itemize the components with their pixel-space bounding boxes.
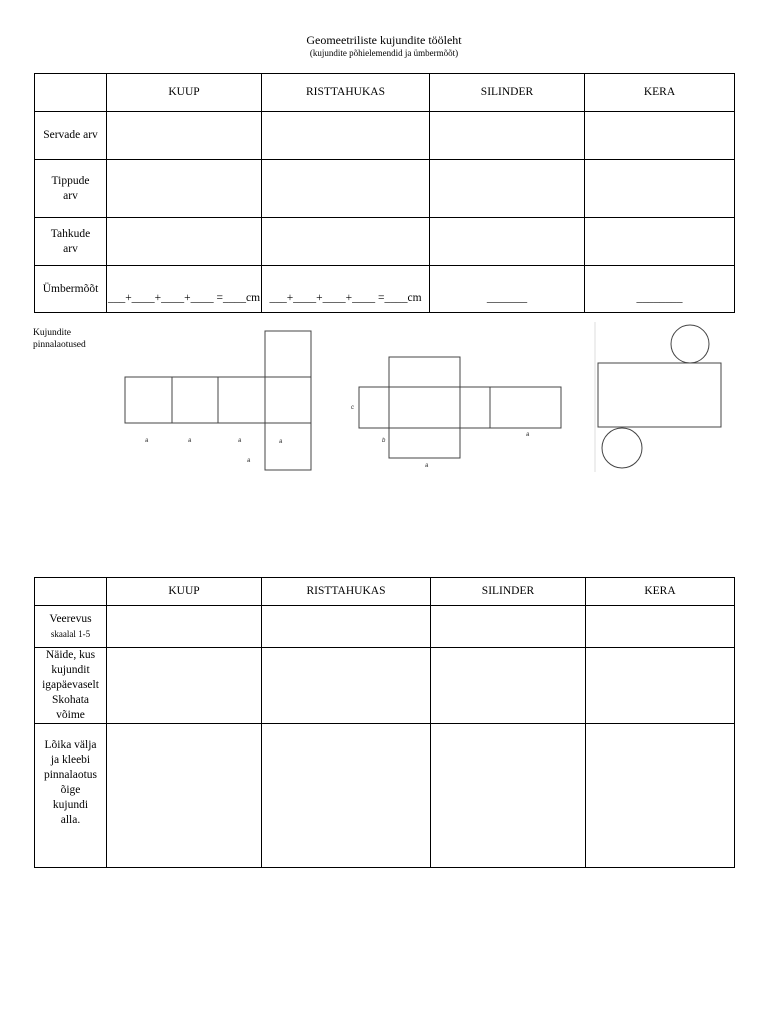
input-cell[interactable]	[431, 648, 586, 724]
row-label-line: Tippude	[51, 174, 90, 187]
perimeter-blank-kuup[interactable]: ___+____+____+____ =____cm	[107, 266, 262, 313]
col-header-kera: KERA	[586, 578, 735, 606]
col-header-silinder: SILINDER	[430, 74, 585, 112]
input-cell[interactable]	[107, 218, 262, 266]
perimeter-blank-kera[interactable]: ________	[585, 266, 735, 313]
cube-label-a: a	[145, 438, 149, 444]
col-header-silinder: SILINDER	[431, 578, 586, 606]
col-header-risttahukas: RISTTAHUKAS	[262, 578, 431, 606]
row-label-line: arv	[63, 189, 78, 202]
input-cell[interactable]	[431, 724, 586, 868]
input-cell[interactable]	[585, 112, 735, 160]
input-cell[interactable]	[262, 648, 431, 724]
cuboid-face	[490, 387, 561, 428]
row-label-line: Lõika välja	[44, 739, 97, 751]
col-header-kera: KERA	[585, 74, 735, 112]
input-cell[interactable]	[586, 648, 735, 724]
table-header-row	[35, 578, 735, 606]
row-label-cut	[35, 724, 107, 868]
cube-face	[265, 331, 311, 377]
input-cell[interactable]	[430, 160, 585, 218]
input-cell[interactable]	[585, 218, 735, 266]
corner-cell	[35, 578, 107, 606]
elements-table	[34, 73, 735, 313]
table-row	[35, 112, 735, 160]
cuboid-face	[460, 387, 490, 428]
cuboid-label-a: a	[526, 432, 530, 438]
col-header-risttahukas: RISTTAHUKAS	[262, 74, 430, 112]
input-cell[interactable]	[262, 160, 430, 218]
cube-face	[265, 377, 311, 423]
input-cell[interactable]	[431, 606, 586, 648]
input-cell[interactable]	[107, 112, 262, 160]
row-label-line: arv	[63, 242, 78, 255]
row-label-vertices	[35, 160, 107, 218]
cube-label-a: a	[279, 439, 283, 445]
row-label-perimeter: Ümbermõõt	[35, 266, 107, 313]
input-cell[interactable]	[107, 648, 262, 724]
table-row	[35, 218, 735, 266]
input-cell[interactable]	[585, 160, 735, 218]
table-row	[35, 648, 735, 724]
cube-face	[125, 377, 172, 423]
row-label-line: võime	[56, 709, 85, 721]
cube-face	[265, 423, 311, 470]
cuboid-net	[359, 357, 561, 458]
row-label-line: Tahkude	[50, 227, 91, 240]
table-row	[35, 266, 735, 313]
input-cell[interactable]	[430, 112, 585, 160]
table-header-row	[35, 74, 735, 112]
table-row	[35, 724, 735, 868]
row-label-line: igapäevaselt	[42, 679, 99, 691]
input-cell[interactable]	[262, 606, 431, 648]
input-cell[interactable]	[107, 724, 262, 868]
cube-label-a: a	[247, 458, 251, 464]
cylinder-net	[595, 322, 721, 472]
cuboid-face	[389, 387, 460, 428]
row-label-faces	[35, 218, 107, 266]
nets-label-line: pinnalaotused	[33, 340, 86, 350]
cube-label-a: a	[188, 438, 192, 444]
row-label-roll	[35, 606, 107, 648]
row-label-line: kujundi	[52, 799, 89, 811]
row-label-line: Näide, kus	[45, 649, 96, 661]
cube-face	[218, 377, 265, 423]
cuboid-face	[389, 357, 460, 387]
cuboid-label-a: a	[425, 463, 429, 469]
row-label-line: ja kleebi	[50, 754, 91, 766]
input-cell[interactable]	[107, 606, 262, 648]
shape-nets	[0, 318, 768, 478]
row-label-line: Veerevus	[49, 612, 92, 625]
cube-face	[172, 377, 218, 423]
row-label-line: kujundit	[51, 664, 90, 676]
input-cell[interactable]	[262, 112, 430, 160]
col-header-kuup: KUUP	[107, 578, 262, 606]
row-label-line: Skohata	[51, 694, 90, 706]
input-cell[interactable]	[586, 606, 735, 648]
table-row	[35, 606, 735, 648]
cuboid-face	[359, 387, 389, 428]
corner-cell	[35, 74, 107, 112]
row-label-edges: Servade arv	[35, 112, 107, 160]
perimeter-blank-silinder[interactable]: _______	[430, 266, 585, 313]
input-cell[interactable]	[262, 218, 430, 266]
row-label-line: skaalal 1-5	[50, 628, 91, 639]
row-label-line: pinnalaotus	[43, 769, 98, 781]
row-label-line: õige	[60, 784, 81, 796]
page-title: Geomeetriliste kujundite tööleht	[306, 33, 462, 47]
cuboid-label-c: c	[351, 405, 354, 411]
page-subtitle: (kujundite põhielemendid ja ümbermõõt)	[309, 48, 459, 58]
table-row	[35, 160, 735, 218]
input-cell[interactable]	[262, 724, 431, 868]
properties-table	[34, 577, 735, 868]
cylinder-side	[598, 363, 721, 427]
cylinder-top-circle	[671, 325, 709, 363]
row-label-example	[35, 648, 107, 724]
col-header-kuup: KUUP	[107, 74, 262, 112]
nets-label-line: Kujundite	[33, 328, 71, 338]
cylinder-bottom-circle	[602, 428, 642, 468]
cuboid-label-b: b	[382, 438, 386, 444]
cube-net	[125, 331, 311, 470]
row-label-line: alla.	[60, 814, 81, 826]
input-cell[interactable]	[107, 160, 262, 218]
cube-label-a: a	[238, 438, 242, 444]
input-cell[interactable]	[430, 218, 585, 266]
cuboid-face	[389, 428, 460, 458]
perimeter-blank-risttahukas[interactable]: ___+____+____+____ =____cm	[262, 266, 430, 313]
input-cell[interactable]	[586, 724, 735, 868]
